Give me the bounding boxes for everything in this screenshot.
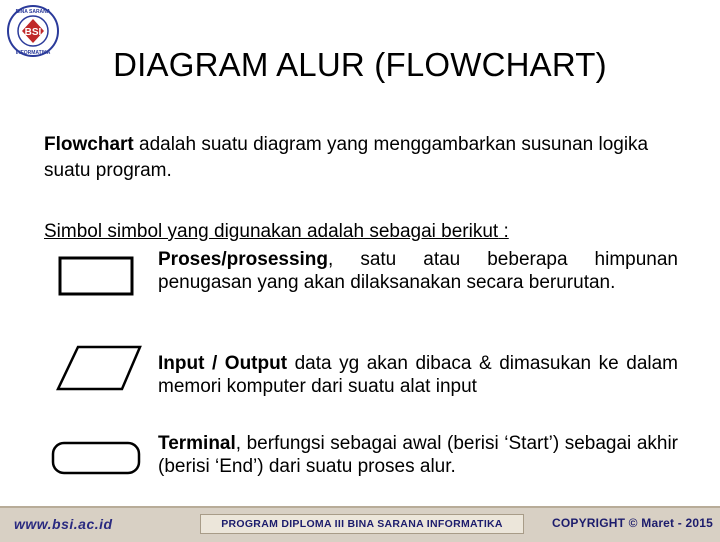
parallelogram-icon bbox=[54, 344, 144, 392]
rounded-rectangle-icon bbox=[50, 440, 142, 476]
intro-paragraph bbox=[44, 132, 684, 184]
footer-bar bbox=[0, 506, 720, 542]
footer-program: PROGRAM DIPLOMA III BINA SARANA INFORMATIKA bbox=[200, 514, 524, 534]
symbols-heading-colon: : bbox=[498, 221, 509, 242]
item-input-output bbox=[158, 352, 678, 398]
item-io-term: Input / Output bbox=[158, 353, 288, 374]
item-io-text: data yg akan dibaca & dimasukan ke dalam memori komputer dari suatu alat input bbox=[158, 353, 678, 397]
item-terminal bbox=[158, 432, 678, 478]
intro-term: Flowchart bbox=[44, 134, 134, 155]
footer-website: www.bsi.ac.id bbox=[14, 516, 113, 532]
intro-text: adalah suatu diagram yang menggambarkan susunan logika suatu program. bbox=[44, 134, 649, 181]
symbols-heading-text: Simbol simbol yang digunakan adalah sebagai berikut bbox=[44, 221, 499, 242]
item-process-text: , satu atau beberapa himpunan penugasan yang akan dilaksanakan secara berurutan. bbox=[158, 249, 678, 293]
logo-text-bottom: INFORMATIKA bbox=[15, 50, 51, 56]
item-process bbox=[158, 248, 678, 294]
slide-title: DIAGRAM ALUR (FLOWCHART) bbox=[113, 46, 607, 83]
rectangle-icon bbox=[56, 254, 136, 298]
logo-text-top: BINA SARANA bbox=[15, 9, 51, 15]
symbols-heading bbox=[44, 220, 509, 244]
item-process-term: Proses/prosessing bbox=[158, 249, 329, 270]
item-terminal-text: , berfungsi sebagai awal (berisi ‘Start’) sebagai akhir (berisi ‘End’) dari suatu proses alur. bbox=[158, 433, 678, 477]
item-terminal-term: Terminal bbox=[158, 433, 236, 454]
logo-initials: BSI bbox=[24, 27, 42, 38]
footer-copyright: COPYRIGHT © Maret - 2015 bbox=[552, 516, 714, 530]
